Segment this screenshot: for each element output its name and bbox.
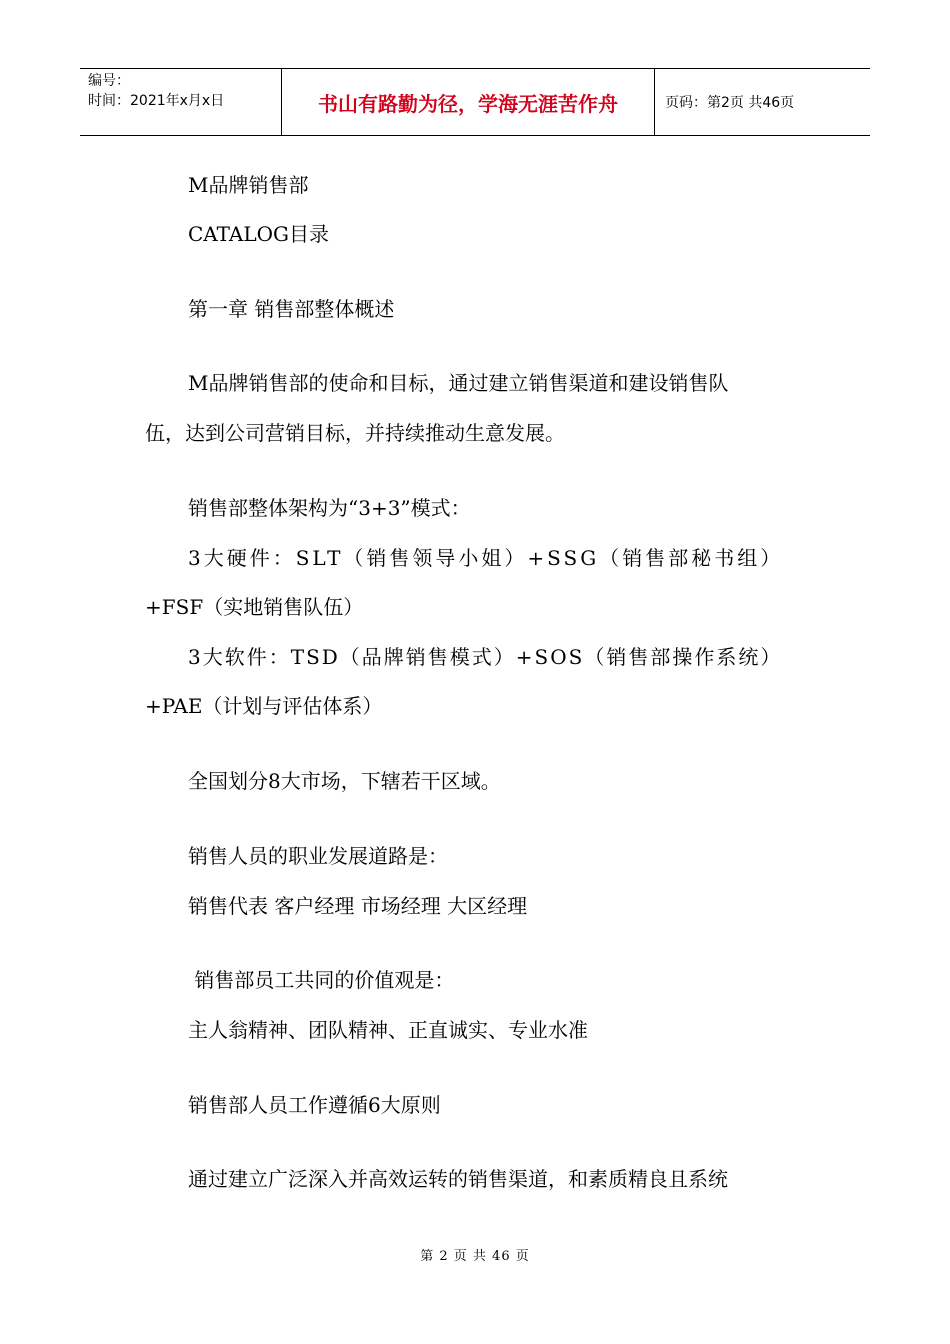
document-date: 时间：2021年x月x日: [88, 93, 225, 109]
paragraph-line: 3大软件：TSD（品牌销售模式）+SOS（销售部操作系统）: [188, 645, 783, 669]
chapter-heading: 第一章 销售部整体概述: [188, 297, 395, 321]
brand-dept-title: M品牌销售部: [188, 173, 309, 197]
values-list: 主人翁精神、团队精神、正直诚实、专业水准: [188, 1018, 588, 1042]
paragraph-line: 销售人员的职业发展道路是：: [188, 844, 448, 868]
page-footer: 第 2 页 共 46 页: [420, 1249, 530, 1264]
paragraph-line: +FSF（实地销售队伍）: [145, 595, 364, 619]
paragraph-line: 销售部员工共同的价值观是：: [188, 968, 455, 992]
paragraph-line: 伍，达到公司营销目标，并持续推动生意发展。: [145, 421, 565, 445]
paragraph-line: +PAE（计划与评估体系）: [145, 694, 383, 718]
career-path: 销售代表 客户经理 市场经理 大区经理: [188, 894, 528, 918]
paragraph-line: M品牌销售部的使命和目标，通过建立销售渠道和建设销售队: [188, 371, 729, 395]
header-motto: 书山有路勤为径，学海无涯苦作舟: [282, 69, 655, 135]
paragraph-line: 3大硬件：SLT（销售领导小姐）+SSG（销售部秘书组）: [188, 546, 784, 570]
paragraph-line: 销售部整体架构为“3+3”模式：: [188, 496, 471, 520]
document-header: [80, 68, 870, 136]
header-page-info: 页码：第2页 共46页: [665, 95, 795, 111]
document-number: 编号：: [88, 73, 130, 89]
header-meta: [80, 69, 282, 135]
paragraph-line: 全国划分8大市场，下辖若干区域。: [188, 769, 501, 793]
paragraph-line: 销售部人员工作遵循6大原则: [188, 1093, 441, 1117]
catalog-heading: CATALOG目录: [188, 222, 329, 246]
paragraph-line: 通过建立广泛深入并高效运转的销售渠道，和素质精良且系统: [188, 1167, 728, 1191]
